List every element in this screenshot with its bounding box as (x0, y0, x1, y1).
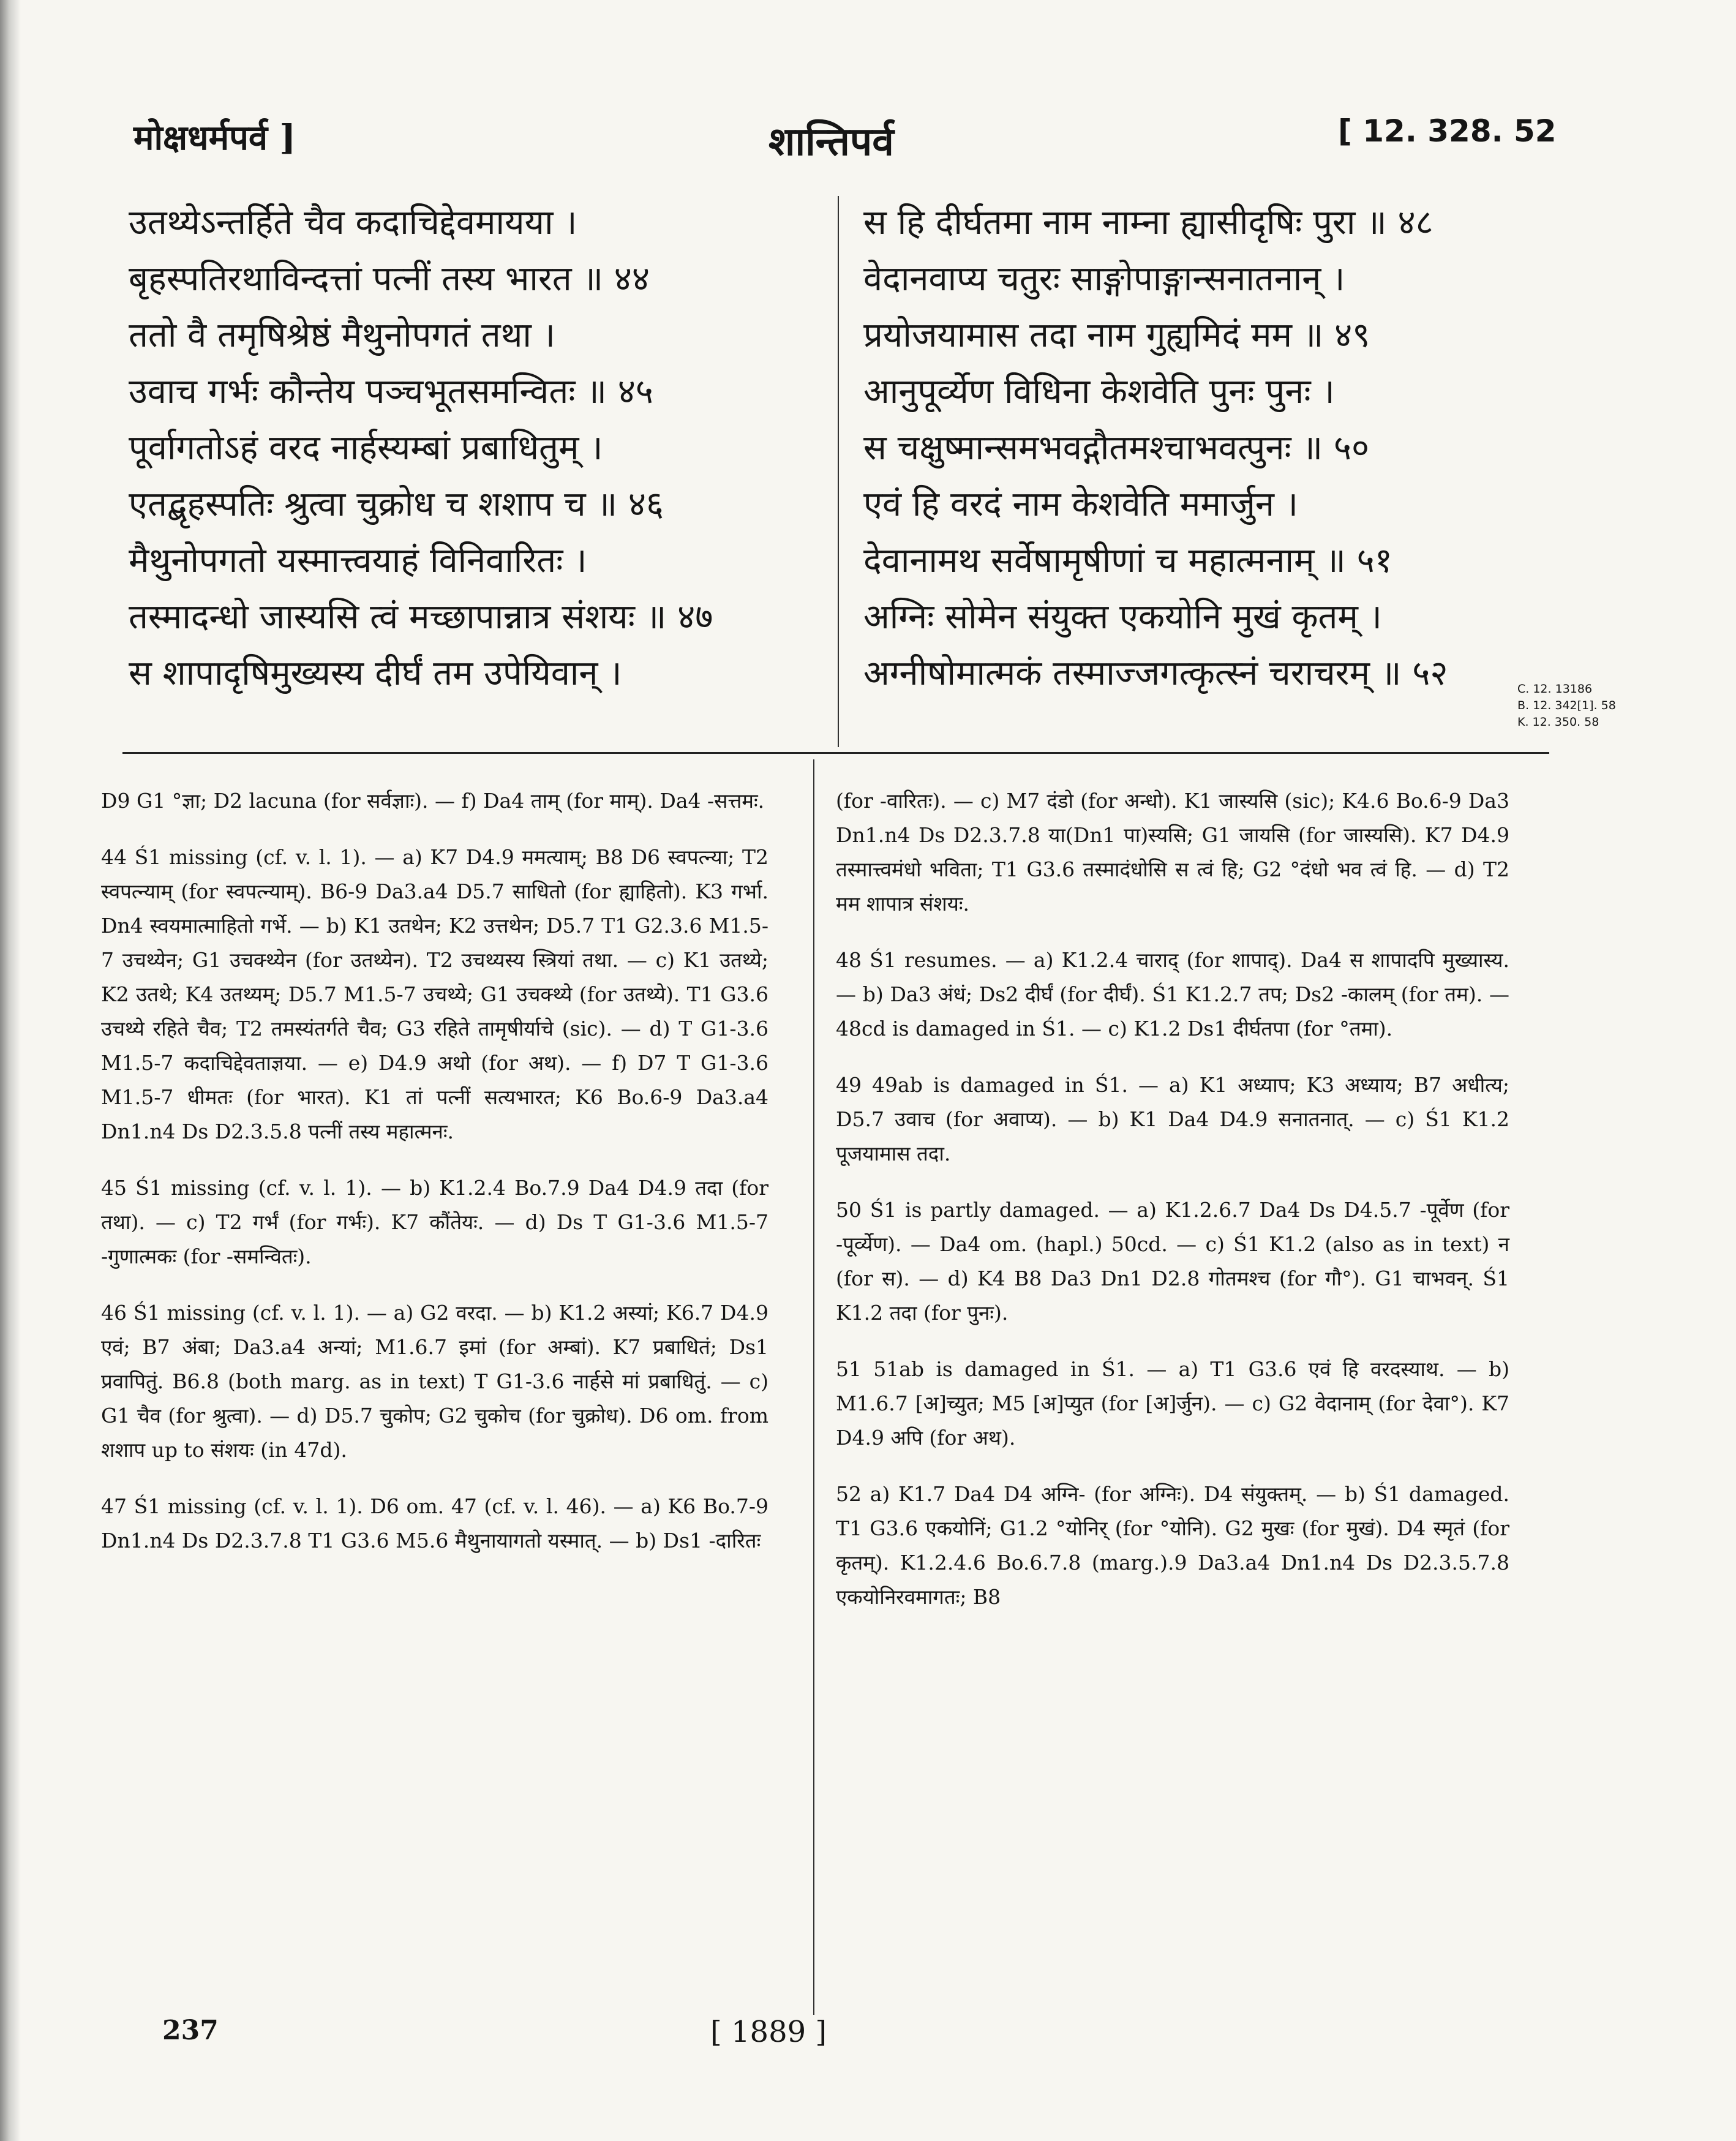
verse-line: मैथुनोपगतो यस्मात्त्वयाहं विनिवारितः । (129, 541, 587, 581)
verse-line: उतथ्येऽन्तर्हिते चैव कदाचिद्देवमायया । (129, 203, 577, 243)
folio-number: [ 1889 ] (710, 2015, 827, 2049)
concordance-line: B. 12. 342[1]. 58 (1517, 699, 1616, 712)
apparatus-note: 51 51ab is damaged in Ś1. — a) T1 G3.6 एवं हि वरदस्याथ. — b) M1.6.7 [अ]च्युत; M5 [अ]प्युत (for [अ]र्जुन). — c) G2 वेदानाम् (for देवा°). K7 D4.9 अपि (for अथ). (836, 1357, 1509, 1450)
apparatus-note: 49 49ab is damaged in Ś1. — a) K1 अध्याप; K3 अध्याय; B7 अधीत्य; D5.7 उवाच (for अवाप्य). — b) K1 Da4 D4.9 सनातनात्. — c) Ś1 K1.2 पूजयामास तदा. (836, 1073, 1509, 1165)
verse-line: अग्नीषोमात्मकं तस्माज्जगत्कृत्स्नं चराचरम् ॥ ५२ (863, 653, 1448, 693)
apparatus-note: 45 Ś1 missing (cf. v. l. 1). — b) K1.2.4 Bo.7.9 Da4 D4.9 तदा (for तथा). — c) T2 गर्भं (for गर्भः). K7 कौंतेयः. — d) Ds T G1-3.6 M1.5-7 -गुणात्मकः (for -समन्वितः). (101, 1176, 768, 1268)
verse-column-right (863, 195, 1549, 702)
concordance-line: K. 12. 350. 58 (1517, 715, 1599, 729)
apparatus-note: 52 a) K1.7 Da4 D4 अग्नि- (for अग्निः). D4 संयुक्तम्. — b) Ś1 damaged. T1 G3.6 एकयोनिं; G1.2 °योनिर् (for °योनि). G2 मुखः (for मुखं). D4 स्मृतं (for कृतम्). K1.2.4.6 Bo.6.7.8 (marg.).9 Da3.a4 Dn1.n4 Ds D2.3.5.7.8 एकयोनिरवमागतः; B8 (836, 1482, 1509, 1609)
apparatus-note: 44 Ś1 missing (cf. v. l. 1). — a) K7 D4.9 ममत्याम्; B8 D6 स्वपत्न्या; T2 स्वपत्न्याम् (for स्वपत्न्याम्). B6-9 Da3.a4 D5.7 साधितो (for ह्याहितो). K3 गर्भा. Dn4 स्वयमात्माहितो गर्भे. — b) K1 उतथेन; K2 उत्तथेन; D5.7 T1 G2.3.6 M1.5-7 उचथ्येन; G1 उचक्थ्येन (for उतथ्येन). T2 उचथ्यस्य स्त्रियां तथा. — c) K1 उतथ्ये; K2 उतथे; K4 उतथ्यम्; D5.7 M1.5-7 उचथ्ये; G1 उचक्थ्ये (for उतथ्ये). T1 G3.6 उचथ्ये रहिते चैव; T2 तमस्यंतर्गते चैव; G3 रहिते तामृषीर्याचे (sic). — d) T G1-3.6 M1.5-7 कदाचिद्देवताज्ञया. — e) D4.9 अथो (for अथ). — f) D7 T G1-3.6 M1.5-7 धीमतः (for भारत). K1 तां पत्नीं सत्यभारत; K6 Bo.6-9 Da3.a4 Dn1.n4 Ds D2.3.5.8 पत्नीं तस्य महात्मनः. (101, 845, 768, 1143)
running-header-left: मोक्षधर्मपर्व ] (133, 118, 296, 158)
verse-line: आनुपूर्व्येण विधिना केशवेति पुनः पुनः । (863, 372, 1335, 412)
apparatus-separator (122, 752, 1549, 754)
concordance-line: C. 12. 13186 (1517, 682, 1593, 696)
column-divider-notes (813, 759, 814, 2015)
critical-apparatus-right (836, 784, 1509, 1636)
verse-line: बृहस्पतिरथाविन्दत्तां पत्नीं तस्य भारत ॥ ४४ (129, 259, 650, 299)
verse-line: ततो वै तमृषिश्रेष्ठं मैथुनोपगतं तथा । (129, 315, 555, 355)
verse-line: अग्निः सोमेन संयुक्त एकयोनि मुखं कृतम् । (863, 597, 1382, 637)
verse-line: देवानामथ सर्वेषामृषीणां च महात्मनाम् ॥ ५१ (863, 541, 1392, 581)
edition-concordance (1517, 681, 1616, 731)
running-header-reference: [ 12. 328. 52 (1338, 113, 1557, 149)
apparatus-note: D9 G1 °ज्ञा; D2 lacuna (for सर्वज्ञाः). — f) Da4 ताम् (for माम्). Da4 -सत्तमः. (101, 789, 765, 813)
apparatus-note: 47 Ś1 missing (cf. v. l. 1). D6 om. 47 (cf. v. l. 46). — a) K6 Bo.7-9 Dn1.n4 Ds D2.3.7.8 T1 G3.6 M5.6 मैथुनायागतो यस्मात्. — b) Ds1 -दारितः (101, 1494, 768, 1552)
verse-column-left (129, 195, 802, 702)
running-header-title: शान्तिपर्व (768, 119, 894, 165)
verse-line: एतद्बृहस्पतिः श्रुत्वा चुक्रोध च शशाप च ॥ ४६ (129, 484, 664, 524)
verse-line: प्रयोजयामास तदा नाम गुह्यमिदं मम ॥ ४९ (863, 315, 1370, 355)
verse-line: स शापादृषिमुख्यस्य दीर्घं तम उपेयिवान् । (129, 653, 622, 693)
critical-apparatus-left (101, 784, 768, 1580)
verse-line: स चक्षुष्मान्समभवद्गौतमश्चाभवत्पुनः ॥ ५० (863, 428, 1370, 468)
verse-line: स हि दीर्घतमा नाम नाम्ना ह्यासीदृषिः पुरा ॥ ४८ (863, 203, 1434, 243)
page-number: 237 (162, 2015, 219, 2046)
column-divider-verses (838, 196, 839, 747)
verse-line: वेदानवाप्य चतुरः साङ्गोपाङ्गान्सनातनान् । (863, 259, 1345, 299)
apparatus-note: 48 Ś1 resumes. — a) K1.2.4 चाराद् (for शापाद्). Da4 स शापादपि मुख्यास्य. — b) Da3 अंधं; Ds2 दीर्घं (for दीर्घं). Ś1 K1.2.7 तप; Ds2 -कालम् (for तम). — 48cd is damaged in Ś1. — c) K1.2 Ds1 दीर्घतपा (for °तमा). (836, 948, 1509, 1040)
apparatus-note: (for -वारितः). — c) M7 दंडो (for अन्धो). K1 जास्यसि (sic); K4.6 Bo.6-9 Da3 Dn1.n4 Ds D2.3.7.8 या(Dn1 पा)स्यसि; G1 जायसि (for जास्यसि). K7 D4.9 तस्मात्त्वमंधो भविता; T1 G3.6 तस्मादंधोसि स त्वं हि; G2 °दंधो भव त्वं हि. — d) T2 मम शापात्र संशयः. (836, 789, 1509, 916)
verse-line: पूर्वागतोऽहं वरद नार्हस्यम्बां प्रबाधितुम् । (129, 428, 603, 468)
verse-line: एवं हि वरदं नाम केशवेति ममार्जुन । (863, 484, 1298, 524)
verse-line: उवाच गर्भः कौन्तेय पञ्चभूतसमन्वितः ॥ ४५ (129, 372, 653, 412)
scan-edge-shadow (0, 0, 21, 2141)
verse-line: तस्मादन्धो जास्यसि त्वं मच्छापान्नात्र संशयः ॥ ४७ (129, 597, 713, 637)
apparatus-note: 46 Ś1 missing (cf. v. l. 1). — a) G2 वरदा. — b) K1.2 अस्यां; K6.7 D4.9 एवं; B7 अंबा; Da3.a4 अन्यां; M1.6.7 इमां (for अम्बां). K7 प्रबाधितं; Ds1 प्रवापितुं. B6.8 (both marg. as in text) T G1-3.6 नार्हसे मां प्रबाधितुं. — c) G1 चैव (for श्रुत्वा). — d) D5.7 चुकोप; G2 चुकोच (for चुक्रोध). D6 om. from शशाप up to संशयः (in 47d). (101, 1301, 768, 1462)
apparatus-note: 50 Ś1 is partly damaged. — a) K1.2.6.7 Da4 Ds D4.5.7 -पूर्वेण (for -पूर्व्येण). — Da4 om. (hapl.) 50cd. — c) Ś1 K1.2 (also as in text) न (for स). — d) K4 B8 Da3 Dn1 D2.8 गोतमश्च (for गौ°). G1 चाभवन्. Ś1 K1.2 तदा (for पुनः). (836, 1198, 1509, 1325)
